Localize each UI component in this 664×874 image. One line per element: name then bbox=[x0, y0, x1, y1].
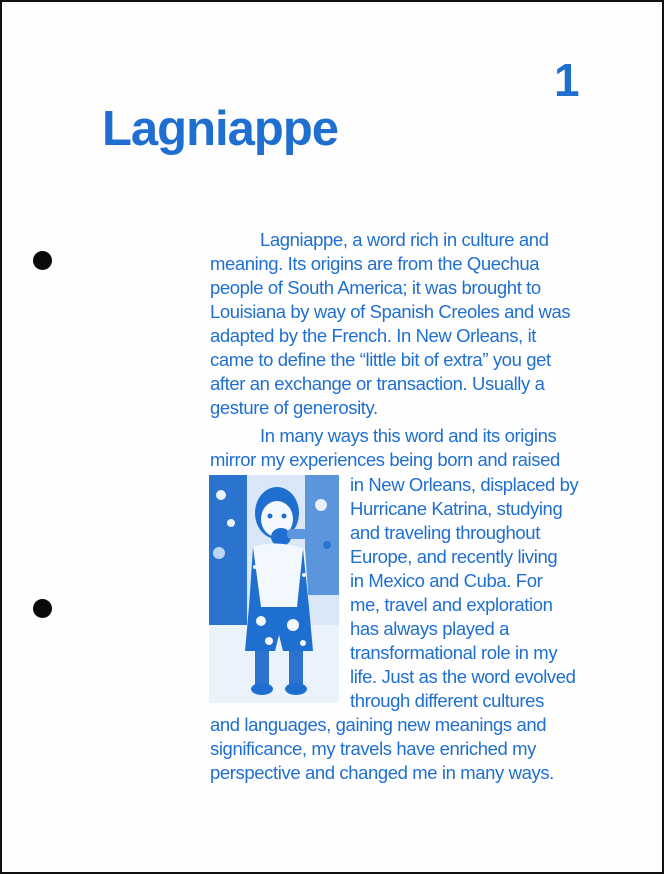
paragraph-2-line: and languages, gaining new meanings and bbox=[210, 714, 547, 735]
page-number: 1 bbox=[554, 54, 580, 106]
paragraph-2-line: In many ways this word and its origins bbox=[260, 425, 557, 446]
paragraph-1-line: gesture of generosity. bbox=[210, 397, 378, 418]
paragraph-1-line: meaning. Its origins are from the Quechua bbox=[210, 253, 540, 274]
paragraph-1-line: after an exchange or transaction. Usually a bbox=[210, 373, 545, 394]
binder-hole-bottom bbox=[33, 599, 52, 618]
binder-hole-top bbox=[33, 251, 52, 270]
paragraph-2-line: has always played a bbox=[350, 618, 509, 639]
page-title: Lagniappe bbox=[102, 102, 339, 156]
paragraph-2-line: through different cultures bbox=[350, 690, 544, 711]
paragraph-2-line: significance, my travels have enriched my bbox=[210, 738, 536, 759]
paragraph-1-line: adapted by the French. In New Orleans, it bbox=[210, 325, 537, 346]
paragraph-1-line: Louisiana by way of Spanish Creoles and was bbox=[210, 301, 571, 322]
child-photo bbox=[209, 475, 339, 703]
paragraph-1-line: Lagniappe, a word rich in culture and bbox=[260, 229, 549, 250]
paragraph-2-line: transformational role in my bbox=[350, 642, 558, 663]
paragraph-2-line: mirror my experiences being born and raised bbox=[210, 449, 560, 470]
paragraph-2-line: Europe, and recently living bbox=[350, 546, 558, 567]
paragraph-2-line: in Mexico and Cuba. For bbox=[350, 570, 543, 591]
paragraph-2-line: perspective and changed me in many ways. bbox=[210, 762, 554, 783]
paragraph-2-line: life. Just as the word evolved bbox=[350, 666, 576, 687]
paragraph-2-line: Hurricane Katrina, studying bbox=[350, 498, 563, 519]
paragraph-1-line: came to define the “little bit of extra” you get bbox=[210, 349, 551, 370]
paragraph-2-line: me, travel and exploration bbox=[350, 594, 553, 615]
paragraph-1-line: people of South America; it was brought to bbox=[210, 277, 541, 298]
paragraph-2-line: in New Orleans, displaced by bbox=[350, 474, 579, 495]
paragraph-2-line: and traveling throughout bbox=[350, 522, 540, 543]
